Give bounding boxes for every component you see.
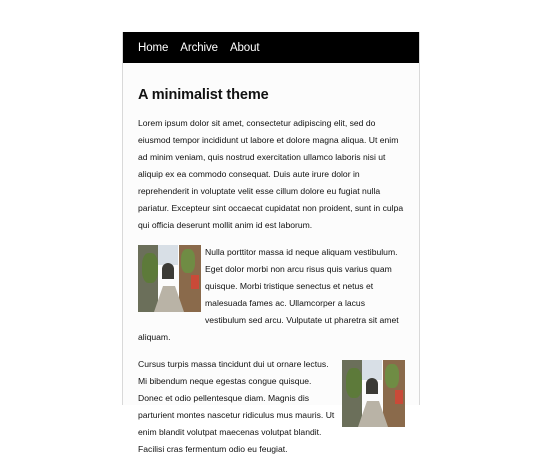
image-paragraph-row-1	[138, 244, 405, 346]
top-navbar	[123, 32, 419, 63]
post-content	[123, 87, 419, 458]
nav-archive-link[interactable]: Archive	[180, 41, 218, 54]
post-paragraph-1: Lorem ipsum dolor sit amet, consectetur adipiscing elit, sed do eiusmod tempor incididunt ut labore et dolore magna aliqua. Ut enim ad minim veniam, quis nostrud exercitation ullamco laboris nisi ut aliquip ex ea commodo consequat. Duis aute irure dolor in reprehenderit in voluptate velit esse cillum dolore eu fugiat nulla pariatur. Excepteur sint occaecat cupidatat non proident, sunt in culpa qui officia deserunt mollit anim id est laborum.	[138, 118, 404, 230]
page-frame	[122, 32, 420, 454]
post-paragraph-3: Cursus turpis massa tincidunt dui ut ornare lectus. Mi bibendum neque egestas congue quisque. Donec et odio pellentesque diam. Magnis dis parturient montes nascetur ridiculus mus mauris. Ut enim blandit volutpat maecenas volutpat blandit. Facilisi cras fermentum odio eu feugiat.	[138, 359, 335, 454]
street-photo-thumbnail	[342, 360, 405, 427]
image-paragraph-row-2	[138, 356, 405, 458]
nav-about-link[interactable]: About	[229, 41, 260, 54]
street-photo-thumbnail	[138, 245, 201, 312]
post-paragraph-2: Nulla porttitor massa id neque aliquam vestibulum. Eget dolor morbi non arcu risus quis varius quam quisque. Morbi tristique senectus et netus et malesuada fames ac. Ullamcorper a lacus vestibulum sed arcu. Vulputate ut pharetra sit amet aliquam.	[138, 247, 399, 342]
post-title: A minimalist theme	[138, 87, 269, 103]
nav-home-link[interactable]: Home	[138, 41, 169, 54]
